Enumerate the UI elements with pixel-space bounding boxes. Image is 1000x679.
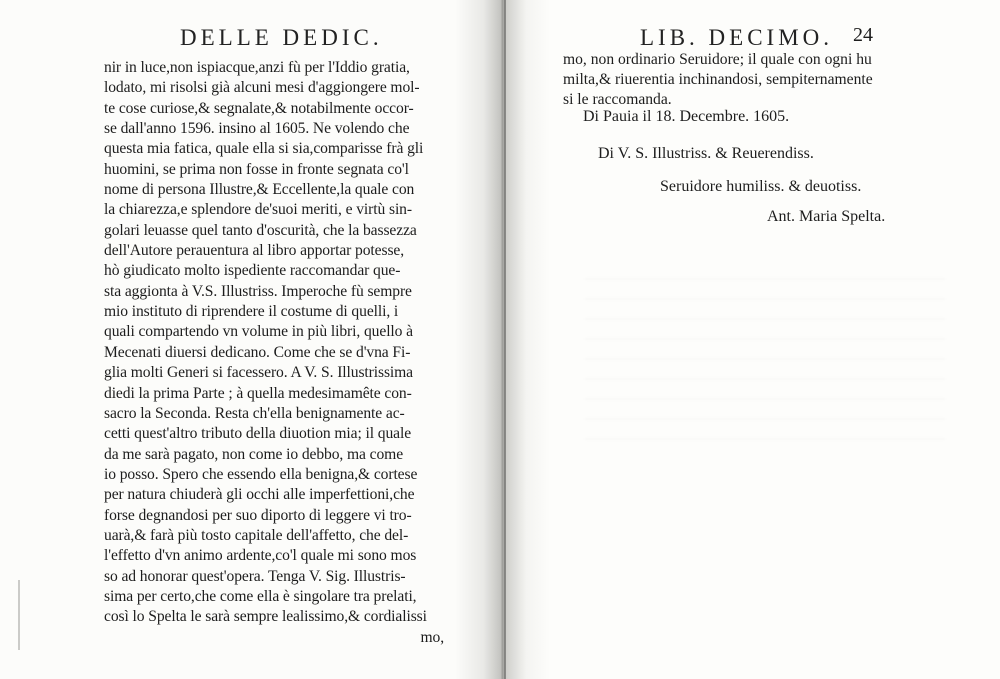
catchword: mo,	[420, 628, 444, 646]
text-line: glia molti Generi si facessero. A V. S. Illustrissima	[104, 364, 414, 382]
text-line: io posso. Spero che essendo ella benigna,& cortese	[104, 465, 418, 483]
text-line: mo, non ordinario Seruidore; il quale con ogni hu	[563, 51, 872, 68]
text-line: l'effetto d'vn animo ardente,co'l quale mi sono mos	[104, 547, 417, 565]
signature: Ant. Maria Spelta.	[767, 208, 886, 225]
text-line: huomini, se prima non fosse in fronte segnata co'l	[104, 160, 409, 178]
text-line: diedi la prima Parte ; à quella medesimamête con-	[104, 384, 412, 402]
left-running-head: DELLE DEDIC.	[180, 25, 383, 50]
text-line: cetti quest'altro tributo della diuotion mia; il quale	[104, 425, 412, 443]
text-line: quali compartendo vn volume in più libri, quello à	[104, 323, 413, 341]
right-running-head: LIB. DECIMO.	[640, 25, 834, 50]
page-edge-mark	[18, 580, 20, 650]
text-line: se dall'anno 1596. insino al 1605. Ne volendo che	[104, 120, 410, 138]
text-line: lodato, mi risolsi già alcuni mesi d'aggiongere mol-	[104, 79, 420, 97]
text-line: sacro la Seconda. Resta ch'ella benignamente ac-	[104, 404, 405, 422]
text-line: si le raccomanda.	[563, 91, 672, 108]
right-page	[505, 0, 1000, 679]
text-line: so ad honorar quest'opera. Tenga V. Sig. Illustris-	[104, 567, 406, 585]
text-line: hò giudicato molto ispediente raccomandar que-	[104, 262, 401, 280]
text-line: la chiarezza,e splendore de'suoi meriti, e virtù sin-	[104, 201, 412, 219]
text-line: golari leuasse quel tanto d'oscurità, che la bassezza	[104, 221, 417, 239]
text-line: mio instituto di riprendere il costume di quelli, i	[104, 303, 399, 321]
show-through-texture	[585, 270, 945, 440]
text-line: te cose curiose,& segnalate,& notabilmente occor-	[104, 99, 414, 117]
text-line: dell'Autore perauentura al libro apportar potesse,	[104, 242, 405, 260]
text-line: nir in luce,non ispiacque,anzi fù per l'Iddio gratia,	[104, 59, 410, 76]
text-line: nome di persona Illustre,& Eccellente,la quale con	[104, 181, 415, 199]
text-line: sta aggionta à V.S. Illustriss. Imperoche fù sempre	[104, 282, 412, 300]
text-line: così lo Spelta le sarà sempre lealissimo,& cordialissi	[104, 608, 427, 626]
closing-formula: Seruidore humiliss. & deuotiss.	[660, 178, 862, 195]
text-line: questa mia fatica, quale ella si sia,comparisse frà gli	[104, 140, 424, 158]
right-body-text	[563, 50, 943, 110]
text-line: milta,& riuerentia inchinandosi, sempiternamente	[563, 71, 873, 88]
gutter-fold-line	[504, 0, 506, 679]
left-body-text	[104, 58, 450, 648]
text-line: Mecenati diuersi dedicano. Come che se d'vna Fi-	[104, 343, 411, 361]
text-line: per natura chiuderà gli occhi alle imperfettioni,che	[104, 486, 415, 504]
text-line: sima per certo,che come ella è singolare tra prelati,	[104, 587, 417, 605]
text-line: forse degnandosi per suo diporto di leggere vi tro-	[104, 506, 412, 524]
page-number: 24	[853, 24, 873, 46]
salutation: Di V. S. Illustriss. & Reuerendiss.	[598, 145, 814, 162]
dateline: Di Pauia il 18. Decembre. 1605.	[583, 108, 790, 125]
text-line: da me sarà pagato, non come io debbo, ma come	[104, 445, 404, 463]
text-line: uarà,& farà più tosto capitale dell'affetto, che del-	[104, 526, 409, 544]
